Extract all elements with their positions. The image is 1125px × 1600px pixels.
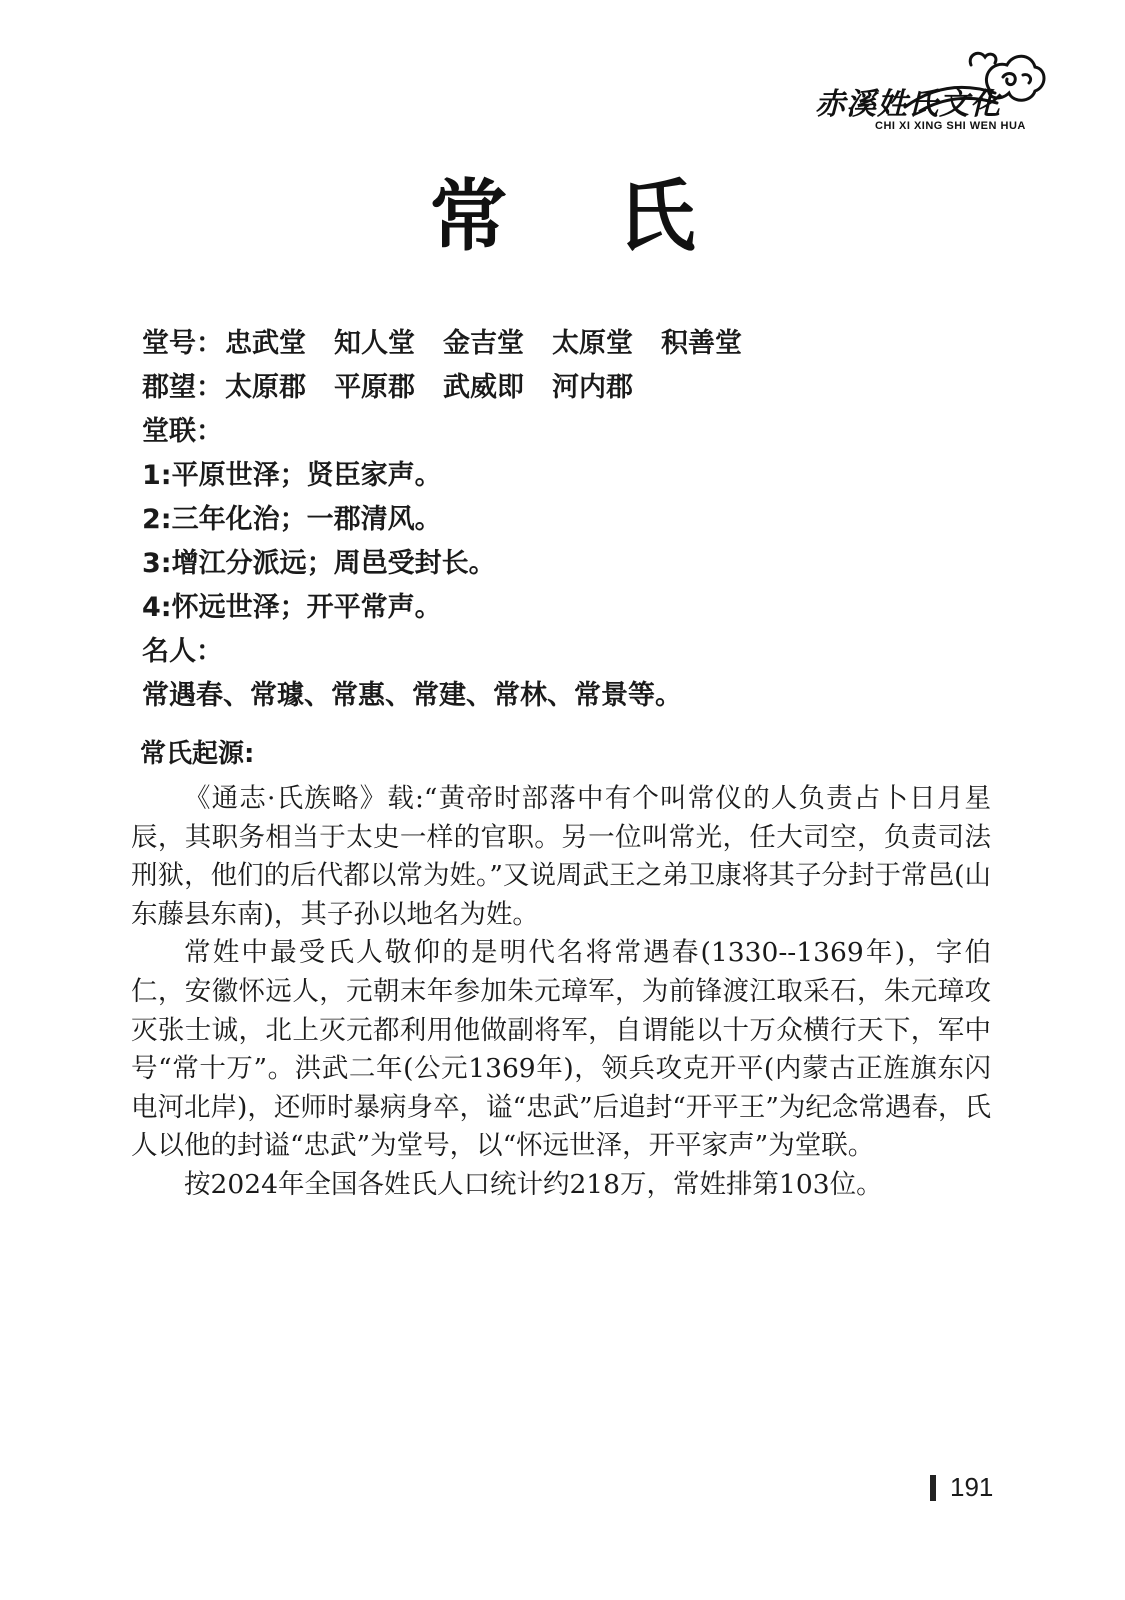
junwang-item: 平原郡 <box>334 372 415 403</box>
tanglian-item: 4:怀远世泽；开平常声。 <box>142 592 442 623</box>
page-number-text: 191 <box>950 1472 994 1502</box>
tanghao-item: 忠武堂 <box>225 328 306 359</box>
junwang-item: 武威即 <box>443 372 524 403</box>
tanghao-item: 太原堂 <box>552 328 633 359</box>
junwang-label: 郡望： <box>142 372 223 403</box>
tanglian-label: 堂联： <box>142 416 223 447</box>
tanghao-line <box>142 322 1002 366</box>
origin-paragraph: 常姓中最受氏人敬仰的是明代名将常遇春(1330--1369年)，字伯仁，安徽怀远人，元朝末年参加朱元璋军，为前锋渡江取采石，朱元璋攻灭张士诚，北上灭元都利用他做副将军，自谓能以十万众横行天下，军中号“常十万”。洪武二年(公元1369年)，领兵攻克开平(内蒙古正旌旗东闪电河北岸)，还师时暴病身卒，谥“忠武”后追封“开平王”为纪念常遇春，氏人以他的封谥“忠武”为堂号，以“怀远世泽，开平家声”为堂联。 <box>131 937 991 1162</box>
page-title <box>0 171 1125 262</box>
logo-script-text: 赤溪姓氏文化 <box>815 87 1001 122</box>
tanglian-item: 3:增江分派远；周邑受封长。 <box>142 548 496 579</box>
origin-paragraph: 《通志·氏族略》载:“黄帝时部落中有个叫常仪的人负责占卜日月星辰，其职务相当于太史一样的官职。另一位叫常光，任大司空，负责司法刑狱，他们的后代都以常为姓。”又说周武王之弟卫康将其子分封于常邑(山东藤县东南)，其子孙以地名为姓。 <box>131 783 991 930</box>
mingren-label: 名人： <box>142 636 223 667</box>
header-logo <box>815 45 1047 140</box>
junwang-item: 河内郡 <box>552 372 633 403</box>
junwang-line <box>142 366 1002 410</box>
junwang-item: 太原郡 <box>225 372 306 403</box>
logo-pinyin-text: CHI XI XING SHI WEN HUA <box>875 120 1026 132</box>
tanghao-label: 堂号： <box>142 328 223 359</box>
tanghao-item: 知人堂 <box>334 328 415 359</box>
tanghao-item: 积善堂 <box>661 328 742 359</box>
tanglian-item: 1:平原世泽；贤臣家声。 <box>142 460 442 491</box>
mingren-list: 常遇春、常璩、常惠、常建、常林、常景等。 <box>142 680 682 711</box>
origin-body <box>131 780 991 1205</box>
page-number <box>930 1472 993 1503</box>
title-char-2: 氏 <box>617 171 696 262</box>
tanglian-item: 2:三年化治；一郡清风。 <box>142 504 442 535</box>
origin-paragraph: 按2024年全国各姓氏人口统计约218万，常姓排第103位。 <box>184 1168 883 1200</box>
title-char-1: 常 <box>429 171 508 262</box>
clan-info-block <box>142 322 1002 718</box>
page-number-bar <box>930 1475 936 1501</box>
tanghao-item: 金吉堂 <box>443 328 524 359</box>
origin-heading: 常氏起源: <box>140 739 255 769</box>
